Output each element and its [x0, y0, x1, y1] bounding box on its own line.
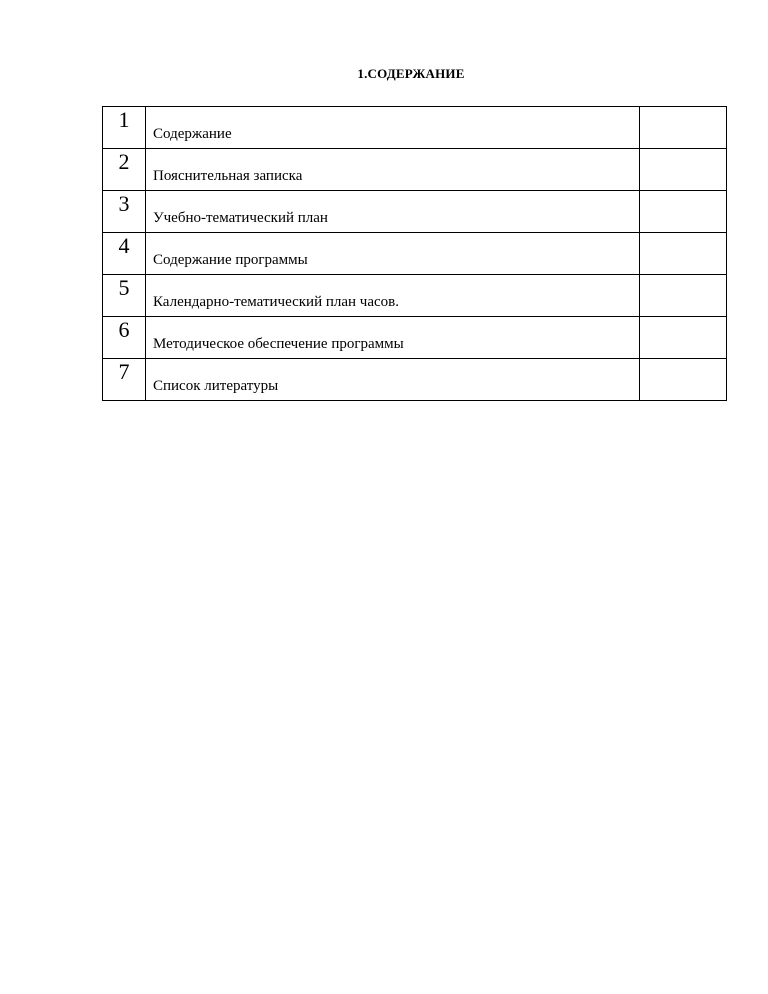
row-label: Список литературы — [146, 359, 640, 401]
row-label: Методическое обеспечение программы — [146, 317, 640, 359]
table-row — [103, 233, 727, 275]
row-label: Содержание программы — [146, 233, 640, 275]
row-number: 3 — [103, 191, 146, 233]
row-page-cell — [640, 359, 727, 401]
table-row — [103, 191, 727, 233]
row-page-cell — [640, 107, 727, 149]
row-page-cell — [640, 191, 727, 233]
row-number: 2 — [103, 149, 146, 191]
row-page-cell — [640, 149, 727, 191]
table-row — [103, 317, 727, 359]
row-label: Содержание — [146, 107, 640, 149]
row-number: 1 — [103, 107, 146, 149]
table-row — [103, 359, 727, 401]
row-page-cell — [640, 233, 727, 275]
table-row — [103, 149, 727, 191]
contents-table — [102, 106, 727, 401]
table-row — [103, 275, 727, 317]
table-row — [103, 107, 727, 149]
row-number: 4 — [103, 233, 146, 275]
row-label: Пояснительная записка — [146, 149, 640, 191]
row-label: Учебно-тематический план — [146, 191, 640, 233]
row-number: 7 — [103, 359, 146, 401]
row-page-cell — [640, 275, 727, 317]
row-label: Календарно-тематический план часов. — [146, 275, 640, 317]
document-title: 1.СОДЕРЖАНИЕ — [357, 66, 465, 81]
row-number: 6 — [103, 317, 146, 359]
row-number: 5 — [103, 275, 146, 317]
row-page-cell — [640, 317, 727, 359]
